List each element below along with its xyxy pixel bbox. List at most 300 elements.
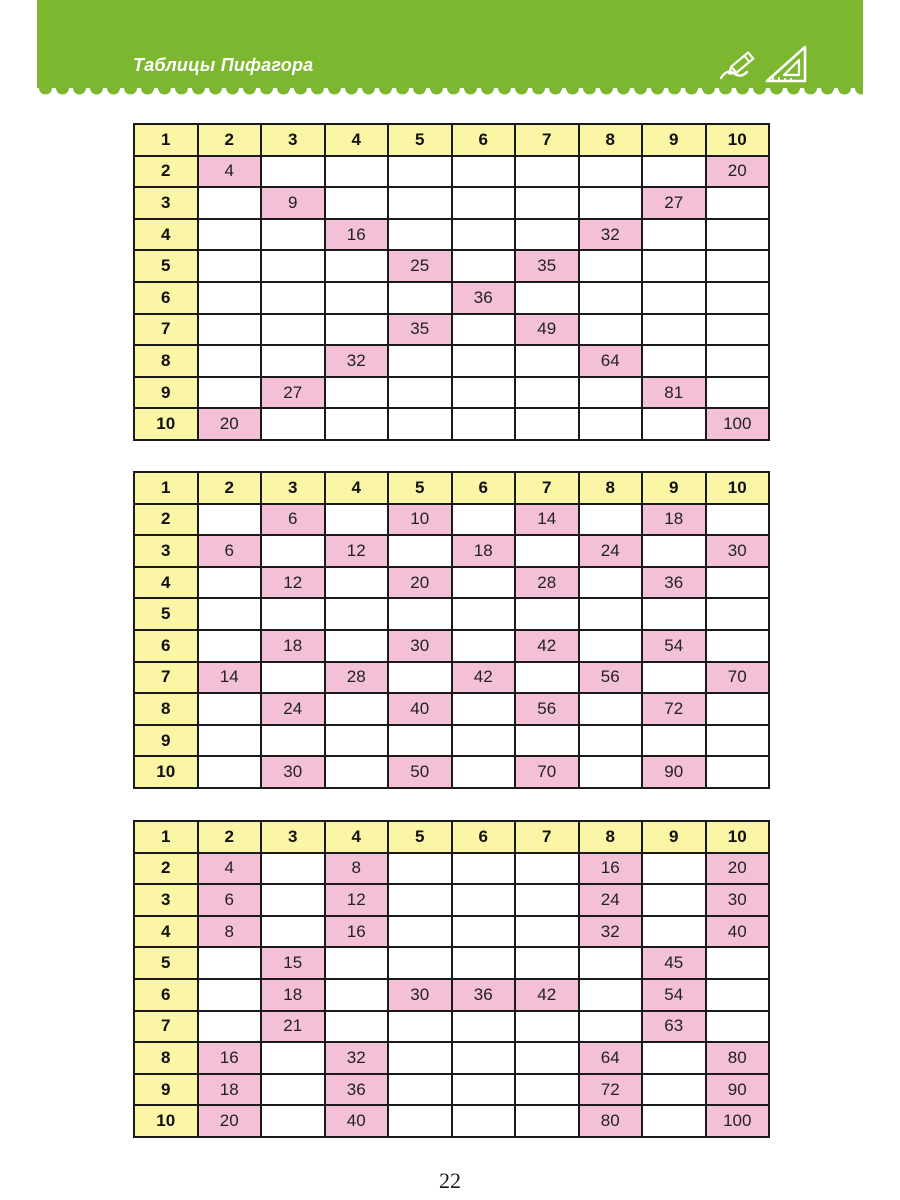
empty-cell [198, 377, 262, 409]
product-cell: 56 [579, 662, 643, 694]
row-header-cell: 5 [134, 250, 198, 282]
empty-cell [706, 693, 770, 725]
empty-cell [198, 282, 262, 314]
product-cell: 32 [579, 916, 643, 948]
row-header-cell: 8 [134, 1042, 198, 1074]
row-header-cell: 9 [134, 1074, 198, 1106]
product-cell: 36 [642, 567, 706, 599]
empty-cell [198, 314, 262, 346]
row-header-cell: 7 [134, 662, 198, 694]
table-row [134, 756, 769, 788]
product-cell: 63 [642, 1011, 706, 1043]
product-cell: 14 [515, 504, 579, 536]
empty-cell [261, 662, 325, 694]
column-header-cell: 6 [452, 124, 516, 156]
empty-cell [261, 598, 325, 630]
empty-cell [579, 250, 643, 282]
empty-cell [388, 1011, 452, 1043]
product-cell: 30 [388, 630, 452, 662]
empty-cell [579, 567, 643, 599]
empty-cell [515, 187, 579, 219]
empty-cell [452, 1105, 516, 1137]
empty-cell [579, 282, 643, 314]
row-header-cell: 6 [134, 979, 198, 1011]
column-header-cell: 2 [198, 124, 262, 156]
empty-cell [452, 219, 516, 251]
table-row [134, 472, 769, 504]
row-header-cell: 3 [134, 884, 198, 916]
product-cell: 8 [325, 853, 389, 885]
empty-cell [515, 345, 579, 377]
table-row [134, 947, 769, 979]
empty-cell [642, 345, 706, 377]
column-header-cell: 1 [134, 124, 198, 156]
column-header-cell: 7 [515, 124, 579, 156]
product-cell: 24 [261, 693, 325, 725]
empty-cell [452, 345, 516, 377]
product-cell: 56 [515, 693, 579, 725]
empty-cell [515, 377, 579, 409]
empty-cell [452, 408, 516, 440]
empty-cell [642, 725, 706, 757]
empty-cell [642, 535, 706, 567]
empty-cell [198, 725, 262, 757]
empty-cell [642, 662, 706, 694]
empty-cell [325, 947, 389, 979]
product-cell: 30 [706, 884, 770, 916]
product-cell: 12 [325, 535, 389, 567]
empty-cell [515, 947, 579, 979]
empty-cell [325, 1011, 389, 1043]
product-cell: 81 [642, 377, 706, 409]
product-cell: 20 [198, 1105, 262, 1137]
product-cell: 30 [261, 756, 325, 788]
empty-cell [515, 662, 579, 694]
empty-cell [579, 314, 643, 346]
product-cell: 20 [198, 408, 262, 440]
pythagoras-table-3 [133, 820, 770, 1138]
empty-cell [579, 979, 643, 1011]
column-header-cell: 3 [261, 472, 325, 504]
empty-cell [261, 156, 325, 188]
empty-cell [388, 1042, 452, 1074]
column-header-cell: 5 [388, 472, 452, 504]
empty-cell [198, 693, 262, 725]
empty-cell [452, 916, 516, 948]
product-cell: 27 [261, 377, 325, 409]
empty-cell [198, 630, 262, 662]
empty-cell [198, 187, 262, 219]
empty-cell [198, 598, 262, 630]
empty-cell [198, 504, 262, 536]
empty-cell [515, 598, 579, 630]
table-row [134, 853, 769, 885]
product-cell: 100 [706, 1105, 770, 1137]
product-cell: 42 [515, 630, 579, 662]
empty-cell [515, 916, 579, 948]
product-cell: 16 [325, 219, 389, 251]
row-header-cell: 5 [134, 947, 198, 979]
product-cell: 40 [706, 916, 770, 948]
pencil-writing-icon [717, 48, 759, 84]
product-cell: 4 [198, 156, 262, 188]
empty-cell [325, 756, 389, 788]
empty-cell [325, 567, 389, 599]
empty-cell [515, 156, 579, 188]
empty-cell [706, 314, 770, 346]
column-header-cell: 3 [261, 124, 325, 156]
column-header-cell: 8 [579, 124, 643, 156]
empty-cell [642, 282, 706, 314]
empty-cell [579, 187, 643, 219]
product-cell: 16 [325, 916, 389, 948]
table-row [134, 662, 769, 694]
empty-cell [642, 916, 706, 948]
empty-cell [452, 377, 516, 409]
empty-cell [642, 853, 706, 885]
empty-cell [515, 884, 579, 916]
empty-cell [452, 1074, 516, 1106]
product-cell: 72 [642, 693, 706, 725]
empty-cell [325, 598, 389, 630]
pythagoras-table-2 [133, 471, 770, 789]
column-header-cell: 7 [515, 821, 579, 853]
empty-cell [452, 567, 516, 599]
empty-cell [452, 598, 516, 630]
empty-cell [325, 156, 389, 188]
product-cell: 45 [642, 947, 706, 979]
row-header-cell: 8 [134, 693, 198, 725]
empty-cell [261, 1074, 325, 1106]
empty-cell [515, 219, 579, 251]
product-cell: 20 [706, 156, 770, 188]
product-cell: 18 [198, 1074, 262, 1106]
product-cell: 35 [515, 250, 579, 282]
product-cell: 40 [388, 693, 452, 725]
empty-cell [642, 884, 706, 916]
table-row [134, 1074, 769, 1106]
empty-cell [642, 408, 706, 440]
product-cell: 12 [261, 567, 325, 599]
product-cell: 10 [388, 504, 452, 536]
empty-cell [261, 408, 325, 440]
empty-cell [325, 250, 389, 282]
product-cell: 6 [261, 504, 325, 536]
table-row [134, 504, 769, 536]
table-row [134, 377, 769, 409]
row-header-cell: 3 [134, 535, 198, 567]
row-header-cell: 4 [134, 219, 198, 251]
product-cell: 24 [579, 535, 643, 567]
product-cell: 27 [642, 187, 706, 219]
column-header-cell: 10 [706, 472, 770, 504]
empty-cell [452, 1042, 516, 1074]
empty-cell [325, 408, 389, 440]
set-square-ruler-icon [764, 44, 808, 84]
empty-cell [579, 725, 643, 757]
row-header-cell: 2 [134, 853, 198, 885]
empty-cell [579, 947, 643, 979]
product-cell: 32 [579, 219, 643, 251]
empty-cell [515, 535, 579, 567]
empty-cell [706, 947, 770, 979]
empty-cell [452, 187, 516, 219]
empty-cell [452, 853, 516, 885]
empty-cell [579, 693, 643, 725]
product-cell: 18 [261, 630, 325, 662]
product-cell: 28 [515, 567, 579, 599]
row-header-cell: 5 [134, 598, 198, 630]
empty-cell [706, 756, 770, 788]
empty-cell [452, 884, 516, 916]
product-cell: 36 [452, 979, 516, 1011]
empty-cell [325, 314, 389, 346]
empty-cell [706, 725, 770, 757]
empty-cell [452, 693, 516, 725]
empty-cell [261, 535, 325, 567]
empty-cell [388, 725, 452, 757]
column-header-cell: 4 [325, 124, 389, 156]
product-cell: 64 [579, 345, 643, 377]
empty-cell [515, 408, 579, 440]
empty-cell [388, 662, 452, 694]
table-row [134, 598, 769, 630]
empty-cell [452, 725, 516, 757]
empty-cell [579, 756, 643, 788]
product-cell: 18 [261, 979, 325, 1011]
scalloped-edge [37, 86, 863, 104]
empty-cell [706, 377, 770, 409]
column-header-cell: 10 [706, 124, 770, 156]
row-header-cell: 4 [134, 916, 198, 948]
table-row [134, 725, 769, 757]
table-row [134, 535, 769, 567]
product-cell: 30 [388, 979, 452, 1011]
empty-cell [325, 979, 389, 1011]
empty-cell [261, 314, 325, 346]
product-cell: 9 [261, 187, 325, 219]
empty-cell [261, 282, 325, 314]
product-cell: 16 [198, 1042, 262, 1074]
empty-cell [515, 725, 579, 757]
table-row [134, 630, 769, 662]
product-cell: 18 [642, 504, 706, 536]
empty-cell [388, 219, 452, 251]
product-cell: 20 [388, 567, 452, 599]
product-cell: 90 [642, 756, 706, 788]
product-cell: 70 [706, 662, 770, 694]
empty-cell [642, 1074, 706, 1106]
empty-cell [261, 853, 325, 885]
product-cell: 6 [198, 535, 262, 567]
empty-cell [452, 156, 516, 188]
product-cell: 90 [706, 1074, 770, 1106]
product-cell: 54 [642, 630, 706, 662]
empty-cell [452, 756, 516, 788]
table-row [134, 1042, 769, 1074]
row-header-cell: 6 [134, 282, 198, 314]
empty-cell [515, 1105, 579, 1137]
product-cell: 15 [261, 947, 325, 979]
empty-cell [642, 219, 706, 251]
empty-cell [452, 947, 516, 979]
product-cell: 80 [579, 1105, 643, 1137]
empty-cell [706, 567, 770, 599]
empty-cell [198, 250, 262, 282]
empty-cell [642, 156, 706, 188]
empty-cell [325, 282, 389, 314]
table-row [134, 567, 769, 599]
empty-cell [706, 345, 770, 377]
row-header-cell: 3 [134, 187, 198, 219]
product-cell: 32 [325, 345, 389, 377]
empty-cell [515, 1042, 579, 1074]
row-header-cell: 9 [134, 725, 198, 757]
column-header-cell: 10 [706, 821, 770, 853]
empty-cell [261, 916, 325, 948]
product-cell: 42 [515, 979, 579, 1011]
product-cell: 18 [452, 535, 516, 567]
product-cell: 6 [198, 884, 262, 916]
product-cell: 20 [706, 853, 770, 885]
page-number: 22 [439, 1168, 461, 1193]
product-cell: 24 [579, 884, 643, 916]
empty-cell [325, 504, 389, 536]
empty-cell [515, 853, 579, 885]
column-header-cell: 4 [325, 821, 389, 853]
product-cell: 14 [198, 662, 262, 694]
page-section-title: Таблицы Пифагора [133, 55, 314, 75]
empty-cell [261, 1105, 325, 1137]
empty-cell [198, 1011, 262, 1043]
empty-cell [325, 725, 389, 757]
column-header-cell: 8 [579, 472, 643, 504]
empty-cell [325, 187, 389, 219]
empty-cell [579, 408, 643, 440]
empty-cell [579, 630, 643, 662]
product-cell: 100 [706, 408, 770, 440]
pythagoras-table-1 [133, 123, 770, 441]
empty-cell [642, 314, 706, 346]
column-header-cell: 4 [325, 472, 389, 504]
product-cell: 70 [515, 756, 579, 788]
product-cell: 80 [706, 1042, 770, 1074]
empty-cell [706, 504, 770, 536]
table-row [134, 821, 769, 853]
product-cell: 50 [388, 756, 452, 788]
empty-cell [706, 630, 770, 662]
empty-cell [198, 756, 262, 788]
row-header-cell: 8 [134, 345, 198, 377]
product-cell: 64 [579, 1042, 643, 1074]
empty-cell [198, 345, 262, 377]
empty-cell [579, 504, 643, 536]
table-row [134, 916, 769, 948]
empty-cell [452, 250, 516, 282]
table-row [134, 884, 769, 916]
empty-cell [261, 725, 325, 757]
product-cell: 54 [642, 979, 706, 1011]
empty-cell [579, 377, 643, 409]
empty-cell [642, 1042, 706, 1074]
empty-cell [388, 1074, 452, 1106]
column-header-cell: 9 [642, 821, 706, 853]
column-header-cell: 9 [642, 472, 706, 504]
empty-cell [388, 598, 452, 630]
empty-cell [706, 250, 770, 282]
column-header-cell: 5 [388, 821, 452, 853]
table-row [134, 219, 769, 251]
column-header-cell: 5 [388, 124, 452, 156]
product-cell: 8 [198, 916, 262, 948]
product-cell: 40 [325, 1105, 389, 1137]
empty-cell [388, 282, 452, 314]
empty-cell [325, 630, 389, 662]
column-header-cell: 9 [642, 124, 706, 156]
empty-cell [198, 979, 262, 1011]
product-cell: 36 [325, 1074, 389, 1106]
empty-cell [642, 250, 706, 282]
empty-cell [579, 1011, 643, 1043]
empty-cell [388, 535, 452, 567]
empty-cell [261, 345, 325, 377]
empty-cell [388, 853, 452, 885]
row-header-cell: 2 [134, 156, 198, 188]
row-header-cell: 7 [134, 314, 198, 346]
product-cell: 16 [579, 853, 643, 885]
empty-cell [198, 567, 262, 599]
row-header-cell: 7 [134, 1011, 198, 1043]
table-row [134, 187, 769, 219]
table-row [134, 124, 769, 156]
empty-cell [515, 282, 579, 314]
empty-cell [388, 377, 452, 409]
table-row [134, 156, 769, 188]
empty-cell [388, 1105, 452, 1137]
row-header-cell: 2 [134, 504, 198, 536]
empty-cell [388, 408, 452, 440]
product-cell: 25 [388, 250, 452, 282]
product-cell: 32 [325, 1042, 389, 1074]
table-row [134, 1105, 769, 1137]
empty-cell [198, 219, 262, 251]
empty-cell [706, 219, 770, 251]
empty-cell [388, 187, 452, 219]
row-header-cell: 10 [134, 408, 198, 440]
table-row [134, 250, 769, 282]
table-row [134, 314, 769, 346]
empty-cell [706, 598, 770, 630]
table-row [134, 979, 769, 1011]
empty-cell [452, 504, 516, 536]
empty-cell [515, 1011, 579, 1043]
empty-cell [388, 156, 452, 188]
empty-cell [452, 630, 516, 662]
empty-cell [261, 884, 325, 916]
column-header-cell: 1 [134, 472, 198, 504]
table-row [134, 345, 769, 377]
table-row [134, 408, 769, 440]
empty-cell [261, 219, 325, 251]
product-cell: 35 [388, 314, 452, 346]
column-header-cell: 6 [452, 821, 516, 853]
empty-cell [642, 1105, 706, 1137]
empty-cell [706, 187, 770, 219]
empty-cell [325, 693, 389, 725]
column-header-cell: 2 [198, 821, 262, 853]
empty-cell [642, 598, 706, 630]
product-cell: 49 [515, 314, 579, 346]
